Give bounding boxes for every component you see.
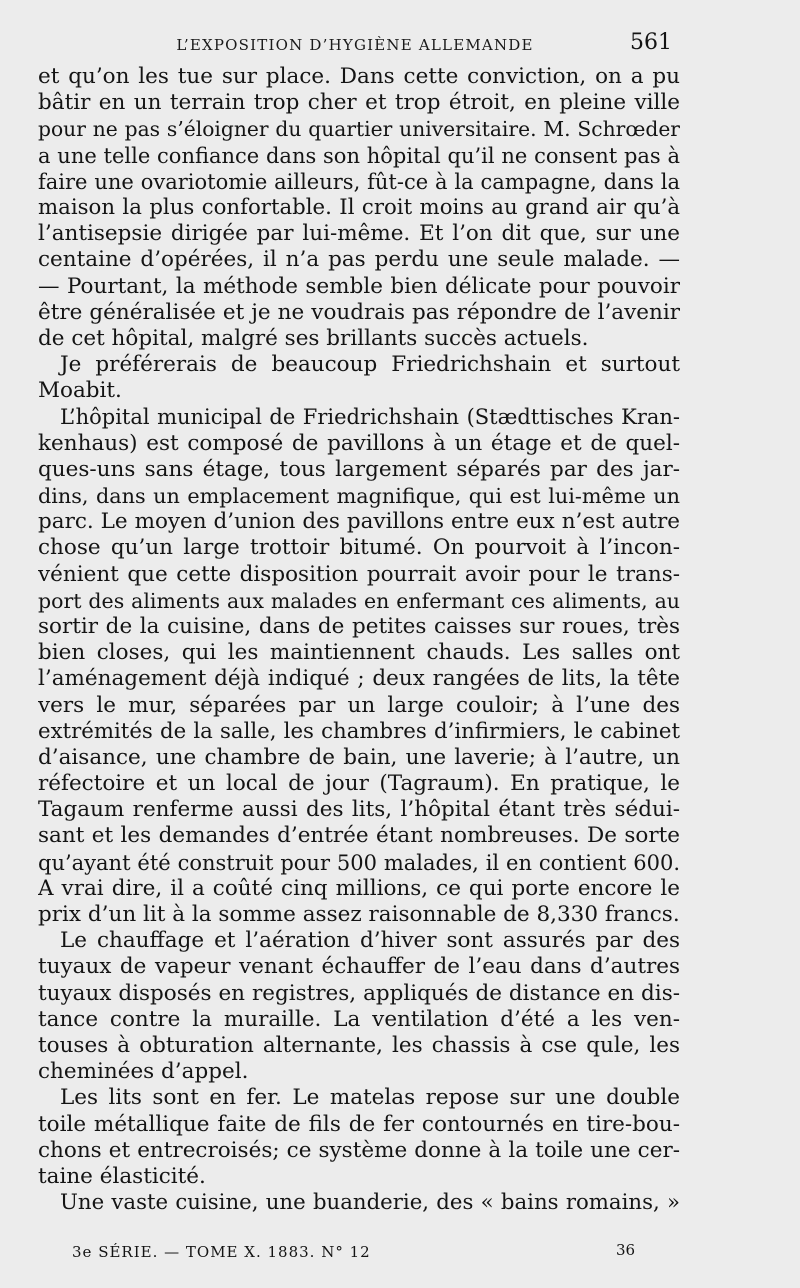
text-line: kenhaus) est composé de pavillons à un étage et de quel-	[38, 430, 680, 456]
text-line: vers le mur, séparées par un large couloir; à l’une des	[38, 692, 680, 718]
text-line: Une vaste cuisine, une buanderie, des « bains romains, »	[60, 1190, 680, 1216]
text-line: pour ne pas s’éloigner du quartier universitaire. M. Schrœder	[38, 117, 680, 142]
text-line: prix d’un lit à la somme assez raisonnable de 8,330 francs.	[38, 902, 680, 927]
text-line: Le chauffage et l’aération d’hiver sont assurés par des	[60, 928, 680, 954]
text-line: qu’ayant été construit pour 500 malades, il en contient 600.	[38, 850, 680, 875]
text-line: L’hôpital municipal de Friedrichshain (Stædttisches Kran-	[60, 405, 680, 430]
text-line: sant et les demandes d’entrée étant nombreuses. De sorte	[38, 823, 680, 849]
text-line: Moabit.	[38, 378, 122, 404]
text-line: d’aisance, une chambre de bain, une laverie; à l’autre, un	[38, 744, 680, 770]
text-line: ques-uns sans étage, tous largement séparés par des jar-	[38, 456, 680, 482]
text-line: touses à obturation alternante, les chassis à cse qule, les	[38, 1032, 680, 1058]
text-line: A vrai dire, il a coûté cinq millions, ce qui porte encore le	[38, 875, 680, 901]
text-line: maison la plus confortable. Il croit moins au grand air qu’à	[38, 194, 680, 220]
text-line: parc. Le moyen d’union des pavillons entre eux n’est autre	[38, 509, 680, 535]
text-line: faire une ovariotomie ailleurs, fût-ce à la campagne, dans la	[38, 169, 680, 194]
running-title: L’EXPOSITION D’HYGIÈNE ALLEMANDE	[176, 36, 534, 54]
text-line: vénient que cette disposition pourrait avoir pour le trans-	[38, 561, 680, 587]
text-line: bien closes, qui les maintiennent chauds. Les salles ont	[38, 640, 680, 666]
text-line: — Pourtant, la méthode semble bien délicate pour pouvoir	[38, 273, 680, 299]
text-line: sortir de la cuisine, dans de petites caisses sur roues, très	[38, 613, 680, 639]
text-line: Tagaum renferme aussi des lits, l’hôpital étant très sédui-	[38, 797, 680, 823]
text-line: Je préférerais de beaucoup Friedrichshain et surtout	[60, 352, 680, 378]
text-line: taine élasticité.	[38, 1163, 206, 1189]
text-line: extrémités de la salle, les chambres d’infirmiers, le cabinet	[38, 718, 680, 744]
text-line: de cet hôpital, malgré ses brillants succès actuels.	[38, 325, 589, 351]
text-line: tuyaux disposés en registres, appliqués de distance en dis-	[38, 980, 680, 1006]
text-line: tuyaux de vapeur venant échauffer de l’eau dans d’autres	[38, 954, 680, 980]
text-line: a une telle confiance dans son hôpital qu’il ne consent pas à	[38, 143, 680, 168]
text-line: et qu’on les tue sur place. Dans cette conviction, on a pu	[38, 64, 680, 89]
text-line: être généralisée et je ne voudrais pas répondre de l’avenir	[38, 299, 680, 325]
text-line: chose qu’un large trottoir bitumé. On pourvoit à l’incon-	[38, 535, 680, 561]
body-text	[38, 64, 680, 1216]
text-line: toile métallique faite de fils de fer contournés en tire-bou-	[38, 1111, 680, 1137]
text-line: l’aménagement déjà indiqué ; deux rangées de lits, la tête	[38, 666, 680, 692]
text-line: chons et entrecroisés; ce système donne à la toile une cer-	[38, 1137, 680, 1163]
text-line: centaine d’opérées, il n’a pas perdu une seule malade. —	[38, 247, 680, 273]
text-line: l’antisepsie dirigée par lui-même. Et l’on dit que, sur une	[38, 221, 680, 247]
footer-signature: 36	[616, 1241, 636, 1259]
footer-series: 3e SÉRIE. — TOME X. 1883. N° 12	[72, 1243, 371, 1261]
text-line: dins, dans un emplacement magnifique, qui est lui-même un	[38, 484, 680, 508]
text-line: tance contre la muraille. La ventilation d’été a les ven-	[38, 1006, 680, 1032]
text-line: bâtir en un terrain trop cher et trop étroit, en pleine ville	[38, 90, 680, 116]
text-line: Les lits sont en fer. Le matelas repose sur une double	[60, 1085, 680, 1111]
page-number: 561	[630, 30, 672, 55]
text-line: cheminées d’appel.	[38, 1059, 249, 1085]
text-line: réfectoire et un local de jour (Tagraum). En pratique, le	[38, 771, 680, 797]
text-line: port des aliments aux malades en enfermant ces aliments, au	[38, 588, 680, 613]
